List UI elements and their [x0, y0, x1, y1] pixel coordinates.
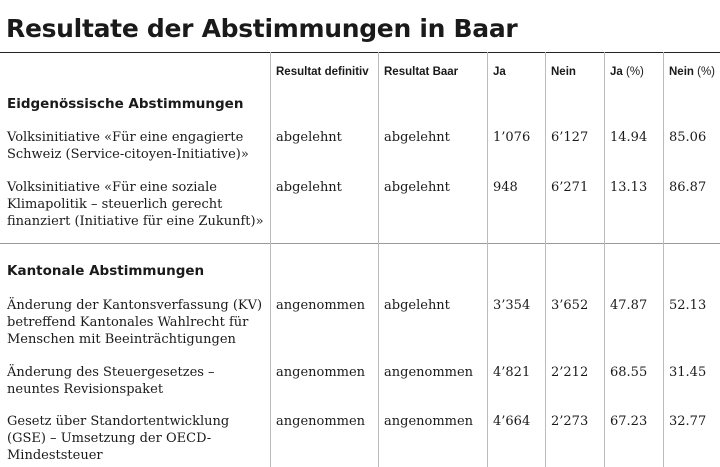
cell-resultat-definitiv: angenommen — [276, 414, 366, 429]
cell-nein-percent: 31.45 — [669, 365, 707, 380]
cell-ja-percent: 13.13 — [610, 180, 648, 195]
cell-ja: 3’354 — [493, 298, 531, 313]
section-title-kantonal: Kantonale Abstimmungen — [7, 263, 205, 279]
cell-resultat-baar: angenommen — [384, 414, 474, 429]
cell-ja: 948 — [493, 180, 518, 195]
header-resultat-definitiv: Resultat definitiv — [276, 66, 369, 78]
header-rule — [0, 52, 720, 53]
cell-nein-percent: 85.06 — [669, 130, 707, 145]
percent-unit: (%) — [626, 66, 644, 78]
section-divider — [0, 243, 720, 244]
section-title-eidgenoessisch: Eidgenössische Abstimmungen — [7, 96, 244, 112]
cell-ja: 4’821 — [493, 365, 531, 380]
cell-resultat-baar: angenommen — [384, 365, 474, 380]
column-divider — [378, 52, 379, 467]
cell-nein-percent: 32.77 — [669, 414, 707, 429]
cell-resultat-definitiv: angenommen — [276, 298, 366, 313]
column-divider — [270, 52, 271, 467]
cell-ja-percent: 67.23 — [610, 414, 648, 429]
row-label: Änderung des Steuergesetzes – neuntes Revisionspaket — [7, 365, 215, 397]
column-divider — [663, 52, 664, 467]
row-label: Volksinitiative «Für eine engagierte Schweiz (Service-citoyen-Initiative)» — [7, 130, 249, 162]
header-nein-percent: Nein (%) — [669, 66, 716, 78]
cell-nein-percent: 86.87 — [669, 180, 707, 195]
cell-nein: 6’271 — [551, 180, 589, 195]
header-ja-percent: Ja (%) — [610, 66, 644, 78]
cell-resultat-baar: abgelehnt — [384, 298, 450, 313]
cell-ja-percent: 14.94 — [610, 130, 648, 145]
header-nein: Nein — [551, 66, 576, 78]
cell-resultat-baar: abgelehnt — [384, 130, 450, 145]
cell-nein-percent: 52.13 — [669, 298, 707, 313]
cell-nein: 2’212 — [551, 365, 589, 380]
column-divider — [604, 52, 605, 467]
cell-nein: 2’273 — [551, 414, 589, 429]
cell-ja: 1’076 — [493, 130, 531, 145]
cell-ja-percent: 47.87 — [610, 298, 648, 313]
cell-resultat-baar: abgelehnt — [384, 180, 450, 195]
page-title: Resultate der Abstimmungen in Baar — [6, 14, 518, 43]
cell-nein: 6’127 — [551, 130, 589, 145]
cell-ja: 4’664 — [493, 414, 531, 429]
row-label: Gesetz über Standortentwicklung (GSE) – Umsetzung der OECD-Mindeststeuer — [7, 414, 230, 463]
cell-resultat-definitiv: angenommen — [276, 365, 366, 380]
cell-resultat-definitiv: abgelehnt — [276, 130, 342, 145]
column-divider — [545, 52, 546, 467]
header-ja: Ja — [493, 66, 506, 78]
header-resultat-baar: Resultat Baar — [384, 66, 459, 78]
row-label: Volksinitiative «Für eine soziale Klimapolitik – steuerlich gerecht finanziert (Initiative für eine Zukunft)» — [7, 180, 264, 229]
cell-nein: 3’652 — [551, 298, 589, 313]
percent-unit: (%) — [697, 66, 716, 78]
column-divider — [487, 52, 488, 467]
cell-resultat-definitiv: abgelehnt — [276, 180, 342, 195]
row-label: Änderung der Kantonsverfassung (KV) betreffend Kantonales Wahlrecht für Menschen mit Beeinträchtigungen — [7, 298, 263, 347]
cell-ja-percent: 68.55 — [610, 365, 648, 380]
